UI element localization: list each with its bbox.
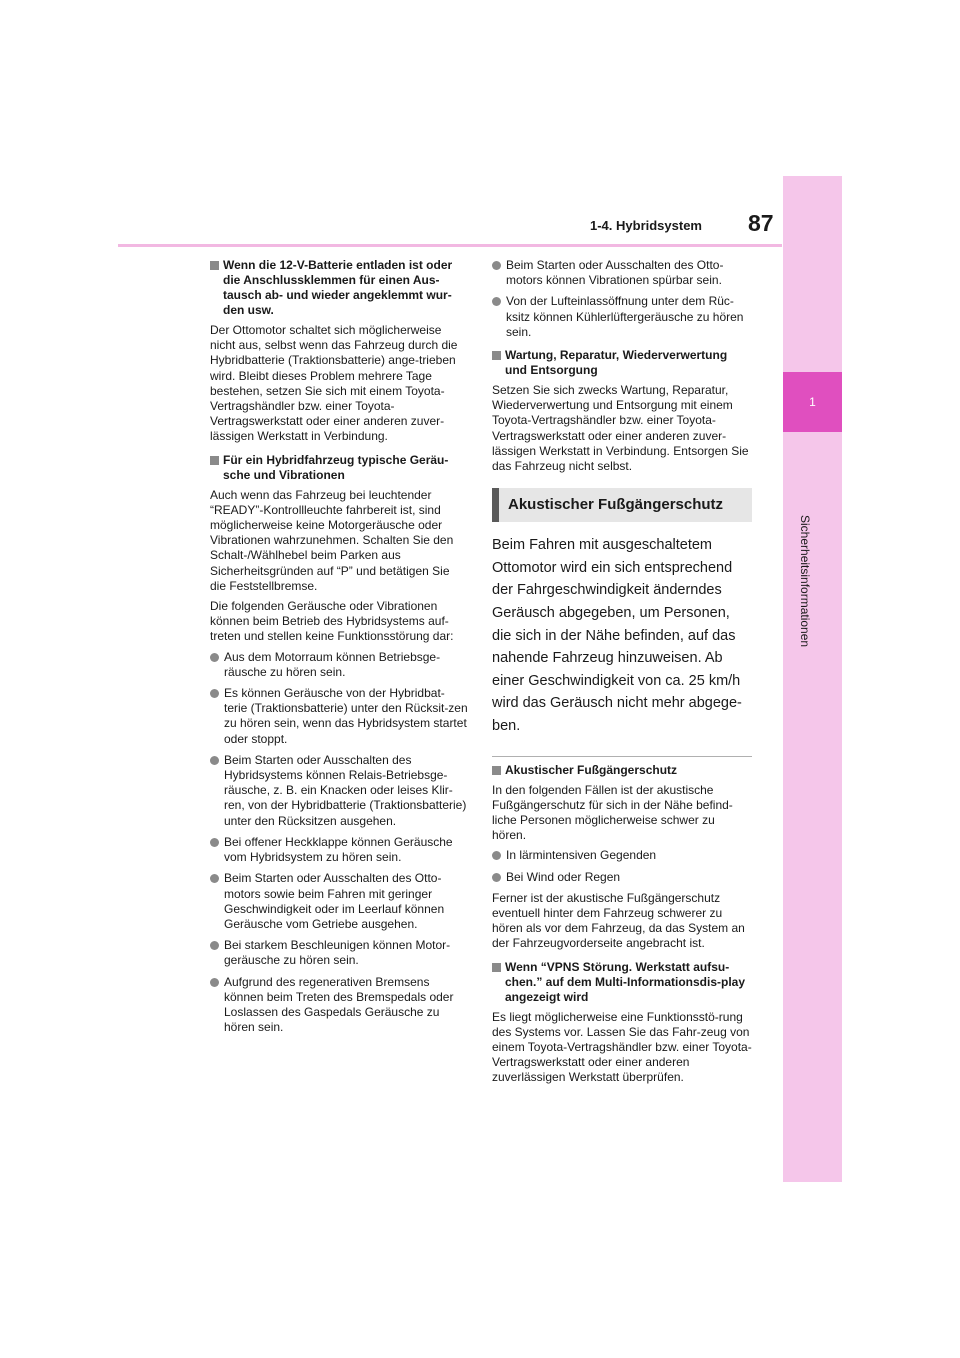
list-item-text: Bei Wind oder Regen [506, 869, 621, 884]
paragraph: Die folgenden Geräusche oder Vibrationen können beim Betrieb des Hybridsystems auf-treten und stellen keine Funktionsstörung dar: [210, 599, 454, 644]
list-item [210, 686, 468, 747]
list-item [210, 835, 468, 865]
list-item-text: Beim Starten oder Ausschalten des Otto-motors sowie beim Fahren mit geringer Geschwindigkeit oder im Leerlauf können Geräusche vom Getriebe ausgehen. [224, 871, 445, 931]
list-item-text: Von der Lufteinlassöffnung unter dem Rüc-ksitz können Kühlerlüftergeräusche zu hören sein. [506, 294, 744, 339]
list-item [210, 753, 468, 829]
subheading-text: Wenn die 12-V-Batterie entladen ist oder die Anschlussklemmen für einen Aus-tausch ab- und wieder angeklemmt wur-den usw. [223, 258, 453, 317]
section-title-box: Akustischer Fußgängerschutz [492, 488, 752, 522]
square-bullet-icon [210, 261, 219, 270]
circle-bullet-icon [210, 941, 219, 950]
list-item-text: Aufgrund des regenerativen Bremsens können beim Treten des Bremspedals oder Loslassen des Gaspedals Geräusche zu hören sein. [224, 974, 454, 1035]
subheading-text: Für ein Hybridfahrzeug typische Geräu-sche und Vibrationen [223, 452, 449, 482]
paragraph: In den folgenden Fällen ist der akustische Fußgängerschutz für sich in der Nähe befind-liche Personen möglicherweise schwer zu hören. [492, 782, 733, 843]
square-bullet-icon [492, 766, 501, 775]
circle-bullet-icon [492, 261, 501, 270]
list-item [492, 848, 752, 863]
paragraph: Setzen Sie sich zwecks Wartung, Reparatur, Wiederverwertung und Entsorgung mit einem Toyota-Vertragshändler bzw. einer Toyota-Vertragswerkstatt oder einer anderen zuver-lässigen Werkstatt in Verbindung. Entsorgen Sie das Fahrzeug nicht selbst. [492, 383, 749, 474]
subheading [492, 763, 752, 778]
list-item-text: In lärmintensiven Gegenden [506, 848, 657, 863]
list-item [492, 294, 752, 340]
list-item [210, 975, 468, 1036]
circle-bullet-icon [210, 756, 219, 765]
right-column [492, 258, 752, 1091]
circle-bullet-icon [210, 838, 219, 847]
circle-bullet-icon [210, 978, 219, 987]
list-item-text: Bei offener Heckklappe können Geräusche vom Hybridsystem zu hören sein. [224, 834, 453, 865]
circle-bullet-icon [210, 689, 219, 698]
list-item-text: Es können Geräusche von der Hybridbat-terie (Traktionsbatterie) unter den Rücksit-zen zu hören sein, wenn das Hybridsystem startet oder stoppt. [224, 686, 468, 746]
paragraph: Es liegt möglicherweise eine Funktionsstö-rung des Systems vor. Lassen Sie das Fahr-zeug von einem Toyota-Vertragshändler bzw. einer Toyota-Vertragswerkstatt oder einer anderen zuverlässigen Werkstatt überprüfen. [492, 1009, 752, 1085]
side-tab [783, 176, 842, 1182]
circle-bullet-icon [210, 653, 219, 662]
side-tab-label: Sicherheitsinformationen [798, 515, 812, 648]
list-item [210, 871, 468, 932]
header-rule [118, 244, 782, 247]
paragraph: Auch wenn das Fahrzeug bei leuchtender “READY”-Kontrollleuchte fahrbereit ist, sind möglicherweise keine Motorgeräusche oder Vibrationen wahrzunehmen. Schalten Sie den Schalt-/Wählhebel beim Parken aus Sicherheitsgründen auf “P” und betätigen Sie die Feststellbremse. [210, 487, 454, 593]
list-item [492, 870, 752, 885]
paragraph: Ferner ist der akustische Fußgängerschutz eventuell hinter dem Fahrzeug schwerer zu hören als vor dem Fahrzeug, da das System an der Fahrzeugvorderseite angebracht ist. [492, 890, 745, 951]
subheading-text: Wenn “VPNS Störung. Werkstatt aufsu-chen.” auf dem Multi-Informationsdis-play angezeigt wird [505, 959, 746, 1004]
subheading [492, 348, 752, 378]
list-item-text: Beim Starten oder Ausschalten des Otto-motors können Vibrationen spürbar sein. [506, 258, 724, 288]
list-item [210, 938, 468, 968]
list-item-text: Bei starkem Beschleunigen können Motor-geräusche zu hören sein. [224, 938, 451, 968]
subheading-text: Akustischer Fußgängerschutz [505, 762, 678, 777]
side-tab-number: 1 [783, 372, 842, 432]
list-item-text: Beim Starten oder Ausschalten des Hybridsystems können Relais-Betriebsge-räusche, z. B. ein Knacken oder leises Klir-ren, von der Hybridbatterie (Traktionsbatterie) unter den Rücksitzen ausgehen. [224, 752, 467, 828]
square-bullet-icon [492, 351, 501, 360]
list-item [210, 650, 468, 680]
circle-bullet-icon [210, 874, 219, 883]
paragraph: Der Ottomotor schaltet sich möglicherweise nicht aus, selbst wenn das Fahrzeug durch die Hybridbatterie (Traktionsbatterie) ange-trieben wird. Bleibt dieses Problem mehrere Tage bestehen, setzen Sie sich mit einem Toyota-Vertragshändler bzw. einer Toyota-Vertragswerkstatt oder einer anderen zuver-lässigen Werkstatt in Verbindung. [210, 323, 458, 444]
list-item [492, 258, 752, 288]
square-bullet-icon [492, 963, 501, 972]
circle-bullet-icon [492, 851, 501, 860]
subheading-text: Wartung, Reparatur, Wiederverwertung und Entsorgung [505, 348, 728, 378]
header-title: 1-4. Hybridsystem [590, 218, 702, 233]
list-item-text: Aus dem Motorraum können Betriebsge-räusche zu hören sein. [224, 649, 441, 679]
left-column [210, 258, 468, 1041]
subheading [210, 453, 468, 483]
divider [492, 756, 752, 757]
circle-bullet-icon [492, 297, 501, 306]
square-bullet-icon [210, 456, 219, 465]
circle-bullet-icon [492, 873, 501, 882]
intro-paragraph: Beim Fahren mit ausgeschaltetem Ottomotor wird ein sich entsprechend der Fahrgeschwindigkeit änderndes Geräusch abgegeben, um Personen, die sich in der Nähe befinden, auf das nahende Fahrzeug hinzuweisen. Ab einer Geschwindigkeit von ca. 25 km/h wird das Geräusch nicht mehr abgege-ben. [492, 537, 742, 734]
subheading [492, 960, 752, 1005]
subheading [210, 258, 468, 318]
page-number: 87 [748, 210, 774, 236]
